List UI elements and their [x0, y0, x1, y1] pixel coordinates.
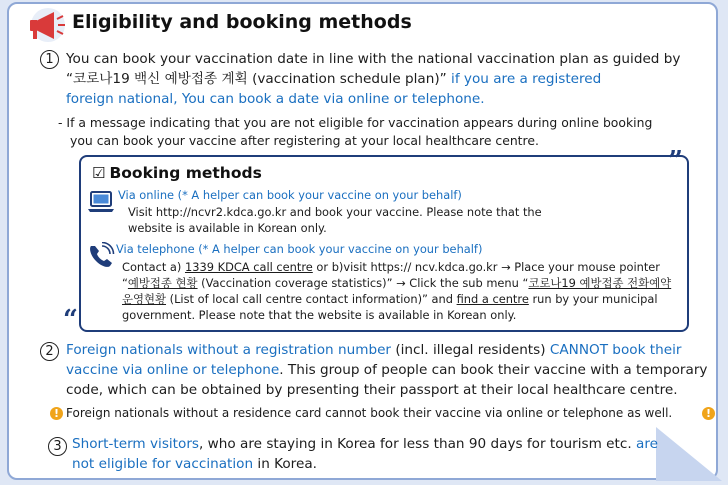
quote-open-icon: “ [63, 305, 78, 335]
item-1-note-line-1: - If a message indicating that you are not eligible for vaccination appears during online booking [58, 115, 653, 130]
online-line-1: Visit http://ncvr2.kdca.go.kr and book your vaccine. Please note that the [128, 205, 542, 219]
telephone-line-4: government. Please note that the website is available in Korean only. [122, 308, 517, 322]
item-2-number: 2 [40, 342, 59, 361]
telephone-line-3: 운영현황 (List of local call centre contact information)” and find a centre run by your municipal [122, 292, 658, 306]
item-3-number: 3 [48, 437, 67, 456]
item-2-line-1: Foreign nationals without a registration number (incl. illegal residents) CANNOT book their [66, 342, 682, 358]
booking-methods-title: ☑ Booking methods [92, 164, 262, 182]
megaphone-icon [22, 6, 68, 44]
warning-icon-right: ! [702, 407, 715, 420]
checkbox-icon: ☑ [92, 164, 106, 182]
find-a-centre-link[interactable]: find a centre [456, 292, 529, 306]
item-2-line-3: code, which can be obtained by presenting their passport at their local healthcare centre. [66, 382, 678, 398]
warning-text: Foreign nationals without a residence card cannot book their vaccine via online or telephone as well. [66, 406, 673, 420]
telephone-line-1: Contact a) 1339 KDCA call centre or b)visit https:// ncv.kdca.go.kr → Place your mouse pointer [122, 260, 660, 274]
warning-icon: ! [50, 407, 63, 420]
telephone-label: Via telephone (* A helper can book your vaccine on your behalf) [116, 242, 483, 256]
item-1-line-2: “코로나19 백신 예방접종 계획 (vaccination schedule plan)” if you are a registered [66, 71, 602, 87]
ncv-url[interactable]: https:// ncv.kdca.go.kr [370, 260, 498, 274]
kdca-call-centre-link[interactable]: 1339 KDCA call centre [184, 260, 313, 274]
page-fold-decoration [656, 427, 722, 481]
item-2-line-2: vaccine via online or telephone. This group of people can book their vaccine with a temporary [66, 362, 708, 378]
online-label: Via online (* A helper can book your vaccine on your behalf) [118, 188, 462, 202]
page-title: Eligibility and booking methods [72, 11, 412, 33]
quote-close-icon: ” [668, 146, 683, 176]
telephone-line-2: “예방접종 현황 (Vaccination coverage statistics)” → Click the sub menu “코로나19 예방접종 전화예약 [122, 276, 672, 290]
laptop-icon [87, 190, 115, 214]
item-3-line-2: not eligible for vaccination in Korea. [72, 456, 317, 472]
online-line-2: website is available in Korean only. [128, 221, 327, 235]
item-3-line-1: Short-term visitors, who are staying in Korea for less than 90 days for tourism etc. are [72, 436, 658, 452]
item-1-number: 1 [40, 50, 59, 69]
item-1-line-3: foreign national, You can book a date via online or telephone. [66, 91, 485, 107]
telephone-icon [87, 242, 117, 270]
item-1-line-1: You can book your vaccination date in line with the national vaccination plan as guided by [66, 51, 681, 67]
item-1-note-line-2: you can book your vaccine after registering at your local healthcare centre. [70, 133, 539, 148]
